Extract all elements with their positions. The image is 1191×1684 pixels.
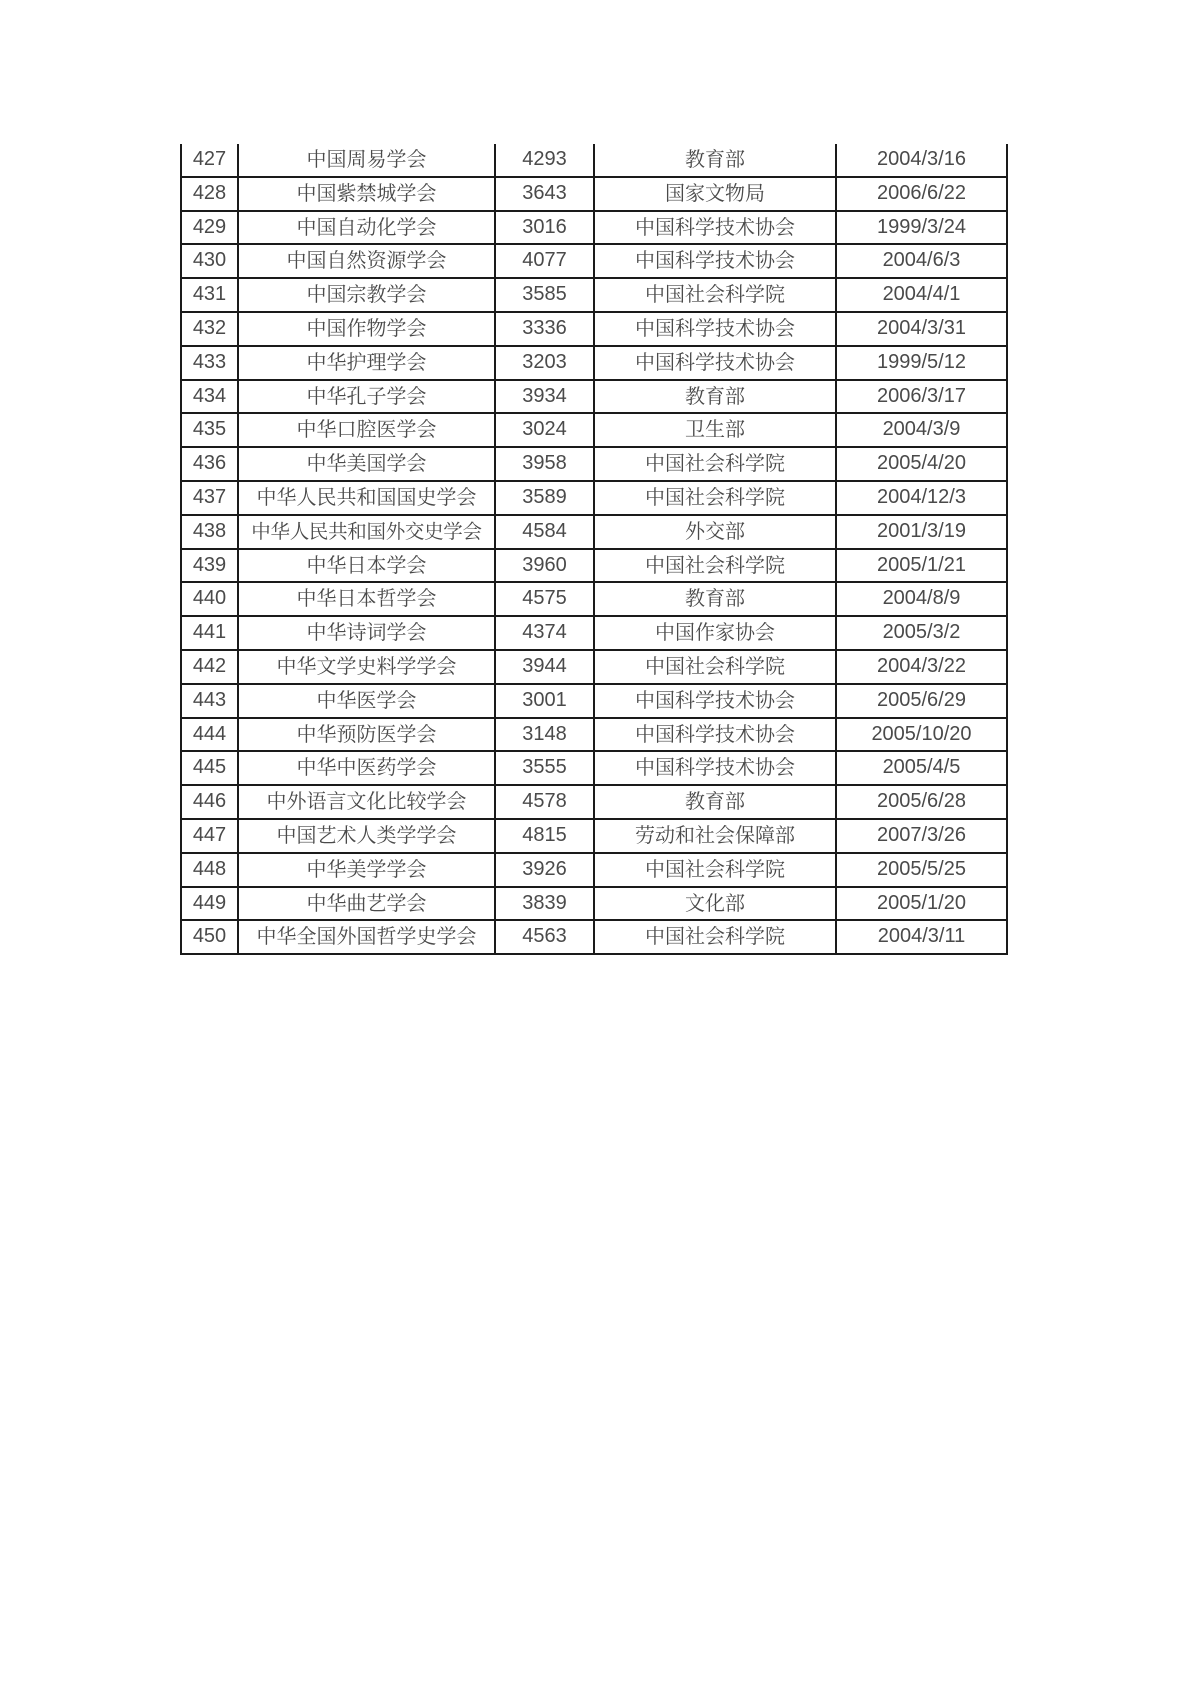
table-row xyxy=(181,447,1007,481)
society-name-cell: 中国作物学会 xyxy=(238,312,495,346)
registration-code-cell: 3643 xyxy=(495,177,594,211)
table-row xyxy=(181,582,1007,616)
society-registry-table xyxy=(180,144,1008,955)
supervising-agency-cell: 中国社会科学院 xyxy=(594,650,836,684)
row-number-cell: 431 xyxy=(181,278,238,312)
table-row xyxy=(181,616,1007,650)
row-number-cell: 435 xyxy=(181,413,238,447)
society-name-cell: 中华医学会 xyxy=(238,684,495,718)
table-body xyxy=(181,144,1007,954)
row-number-cell: 447 xyxy=(181,819,238,853)
supervising-agency-cell: 中国社会科学院 xyxy=(594,447,836,481)
row-number-cell: 442 xyxy=(181,650,238,684)
registration-code-cell: 4815 xyxy=(495,819,594,853)
approval-date-cell: 2005/5/25 xyxy=(836,853,1007,887)
table-row xyxy=(181,718,1007,752)
approval-date-cell: 1999/5/12 xyxy=(836,346,1007,380)
approval-date-cell: 2005/6/29 xyxy=(836,684,1007,718)
society-name-cell: 中国自动化学会 xyxy=(238,211,495,245)
table-row xyxy=(181,177,1007,211)
registration-code-cell: 3203 xyxy=(495,346,594,380)
registration-code-cell: 3024 xyxy=(495,413,594,447)
row-number-cell: 432 xyxy=(181,312,238,346)
table-row xyxy=(181,380,1007,414)
society-name-cell: 中华诗词学会 xyxy=(238,616,495,650)
supervising-agency-cell: 中国科学技术协会 xyxy=(594,244,836,278)
table-row xyxy=(181,920,1007,954)
society-name-cell: 中华孔子学会 xyxy=(238,380,495,414)
table-row xyxy=(181,481,1007,515)
row-number-cell: 441 xyxy=(181,616,238,650)
row-number-cell: 449 xyxy=(181,887,238,921)
table-row xyxy=(181,144,1007,177)
row-number-cell: 427 xyxy=(181,144,238,177)
supervising-agency-cell: 教育部 xyxy=(594,380,836,414)
society-name-cell: 中国周易学会 xyxy=(238,144,495,177)
approval-date-cell: 2005/1/20 xyxy=(836,887,1007,921)
registration-code-cell: 3001 xyxy=(495,684,594,718)
society-name-cell: 中国紫禁城学会 xyxy=(238,177,495,211)
row-number-cell: 448 xyxy=(181,853,238,887)
table-row xyxy=(181,413,1007,447)
table-row xyxy=(181,853,1007,887)
society-name-cell: 中华全国外国哲学史学会 xyxy=(238,920,495,954)
row-number-cell: 438 xyxy=(181,515,238,549)
table-row xyxy=(181,887,1007,921)
approval-date-cell: 2004/12/3 xyxy=(836,481,1007,515)
row-number-cell: 436 xyxy=(181,447,238,481)
society-name-cell: 中华预防医学会 xyxy=(238,718,495,752)
registration-code-cell: 4584 xyxy=(495,515,594,549)
row-number-cell: 434 xyxy=(181,380,238,414)
registration-code-cell: 4293 xyxy=(495,144,594,177)
supervising-agency-cell: 中国科学技术协会 xyxy=(594,312,836,346)
society-name-cell: 中华美学学会 xyxy=(238,853,495,887)
table-row xyxy=(181,684,1007,718)
society-name-cell: 中华口腔医学会 xyxy=(238,413,495,447)
supervising-agency-cell: 教育部 xyxy=(594,785,836,819)
approval-date-cell: 2005/6/28 xyxy=(836,785,1007,819)
table-row xyxy=(181,819,1007,853)
row-number-cell: 429 xyxy=(181,211,238,245)
table-row xyxy=(181,312,1007,346)
registration-code-cell: 4374 xyxy=(495,616,594,650)
approval-date-cell: 2004/6/3 xyxy=(836,244,1007,278)
table-row xyxy=(181,515,1007,549)
registration-code-cell: 3148 xyxy=(495,718,594,752)
approval-date-cell: 2004/3/16 xyxy=(836,144,1007,177)
registration-code-cell: 3555 xyxy=(495,751,594,785)
approval-date-cell: 2004/3/9 xyxy=(836,413,1007,447)
supervising-agency-cell: 中国科学技术协会 xyxy=(594,751,836,785)
approval-date-cell: 2005/4/5 xyxy=(836,751,1007,785)
society-name-cell: 中华中医药学会 xyxy=(238,751,495,785)
supervising-agency-cell: 中国社会科学院 xyxy=(594,853,836,887)
registration-code-cell: 3589 xyxy=(495,481,594,515)
row-number-cell: 445 xyxy=(181,751,238,785)
supervising-agency-cell: 劳动和社会保障部 xyxy=(594,819,836,853)
table-row xyxy=(181,751,1007,785)
supervising-agency-cell: 中国作家协会 xyxy=(594,616,836,650)
table-row xyxy=(181,244,1007,278)
row-number-cell: 428 xyxy=(181,177,238,211)
supervising-agency-cell: 教育部 xyxy=(594,582,836,616)
supervising-agency-cell: 中国社会科学院 xyxy=(594,278,836,312)
registration-code-cell: 3336 xyxy=(495,312,594,346)
supervising-agency-cell: 中国科学技术协会 xyxy=(594,718,836,752)
registration-code-cell: 3839 xyxy=(495,887,594,921)
approval-date-cell: 2001/3/19 xyxy=(836,515,1007,549)
table-row xyxy=(181,549,1007,583)
supervising-agency-cell: 中国社会科学院 xyxy=(594,481,836,515)
society-name-cell: 中华日本学会 xyxy=(238,549,495,583)
approval-date-cell: 2004/3/22 xyxy=(836,650,1007,684)
registration-code-cell: 3960 xyxy=(495,549,594,583)
supervising-agency-cell: 中国科学技术协会 xyxy=(594,684,836,718)
approval-date-cell: 1999/3/24 xyxy=(836,211,1007,245)
row-number-cell: 440 xyxy=(181,582,238,616)
row-number-cell: 430 xyxy=(181,244,238,278)
supervising-agency-cell: 国家文物局 xyxy=(594,177,836,211)
table-row xyxy=(181,211,1007,245)
registration-code-cell: 4575 xyxy=(495,582,594,616)
approval-date-cell: 2004/4/1 xyxy=(836,278,1007,312)
supervising-agency-cell: 中国科学技术协会 xyxy=(594,211,836,245)
registration-code-cell: 3944 xyxy=(495,650,594,684)
registration-code-cell: 4578 xyxy=(495,785,594,819)
registration-code-cell: 3016 xyxy=(495,211,594,245)
society-name-cell: 中国自然资源学会 xyxy=(238,244,495,278)
table-row xyxy=(181,785,1007,819)
society-name-cell: 中华文学史料学学会 xyxy=(238,650,495,684)
table-row xyxy=(181,278,1007,312)
approval-date-cell: 2005/1/21 xyxy=(836,549,1007,583)
society-name-cell: 中华日本哲学会 xyxy=(238,582,495,616)
registration-code-cell: 4563 xyxy=(495,920,594,954)
society-name-cell: 中华人民共和国国史学会 xyxy=(238,481,495,515)
row-number-cell: 433 xyxy=(181,346,238,380)
registration-code-cell: 3934 xyxy=(495,380,594,414)
supervising-agency-cell: 教育部 xyxy=(594,144,836,177)
supervising-agency-cell: 外交部 xyxy=(594,515,836,549)
approval-date-cell: 2004/3/31 xyxy=(836,312,1007,346)
registration-code-cell: 3585 xyxy=(495,278,594,312)
table-row xyxy=(181,346,1007,380)
approval-date-cell: 2004/8/9 xyxy=(836,582,1007,616)
supervising-agency-cell: 文化部 xyxy=(594,887,836,921)
approval-date-cell: 2005/3/2 xyxy=(836,616,1007,650)
row-number-cell: 450 xyxy=(181,920,238,954)
approval-date-cell: 2005/10/20 xyxy=(836,718,1007,752)
row-number-cell: 439 xyxy=(181,549,238,583)
row-number-cell: 437 xyxy=(181,481,238,515)
table-row xyxy=(181,650,1007,684)
society-name-cell: 中外语言文化比较学会 xyxy=(238,785,495,819)
supervising-agency-cell: 卫生部 xyxy=(594,413,836,447)
row-number-cell: 446 xyxy=(181,785,238,819)
registration-code-cell: 4077 xyxy=(495,244,594,278)
approval-date-cell: 2006/3/17 xyxy=(836,380,1007,414)
society-name-cell: 中华人民共和国外交史学会 xyxy=(238,515,495,549)
society-name-cell: 中国宗教学会 xyxy=(238,278,495,312)
row-number-cell: 443 xyxy=(181,684,238,718)
approval-date-cell: 2007/3/26 xyxy=(836,819,1007,853)
society-name-cell: 中华美国学会 xyxy=(238,447,495,481)
registration-code-cell: 3926 xyxy=(495,853,594,887)
registration-code-cell: 3958 xyxy=(495,447,594,481)
society-name-cell: 中华曲艺学会 xyxy=(238,887,495,921)
society-name-cell: 中华护理学会 xyxy=(238,346,495,380)
approval-date-cell: 2004/3/11 xyxy=(836,920,1007,954)
approval-date-cell: 2005/4/20 xyxy=(836,447,1007,481)
society-name-cell: 中国艺术人类学学会 xyxy=(238,819,495,853)
row-number-cell: 444 xyxy=(181,718,238,752)
supervising-agency-cell: 中国社会科学院 xyxy=(594,549,836,583)
supervising-agency-cell: 中国科学技术协会 xyxy=(594,346,836,380)
supervising-agency-cell: 中国社会科学院 xyxy=(594,920,836,954)
approval-date-cell: 2006/6/22 xyxy=(836,177,1007,211)
